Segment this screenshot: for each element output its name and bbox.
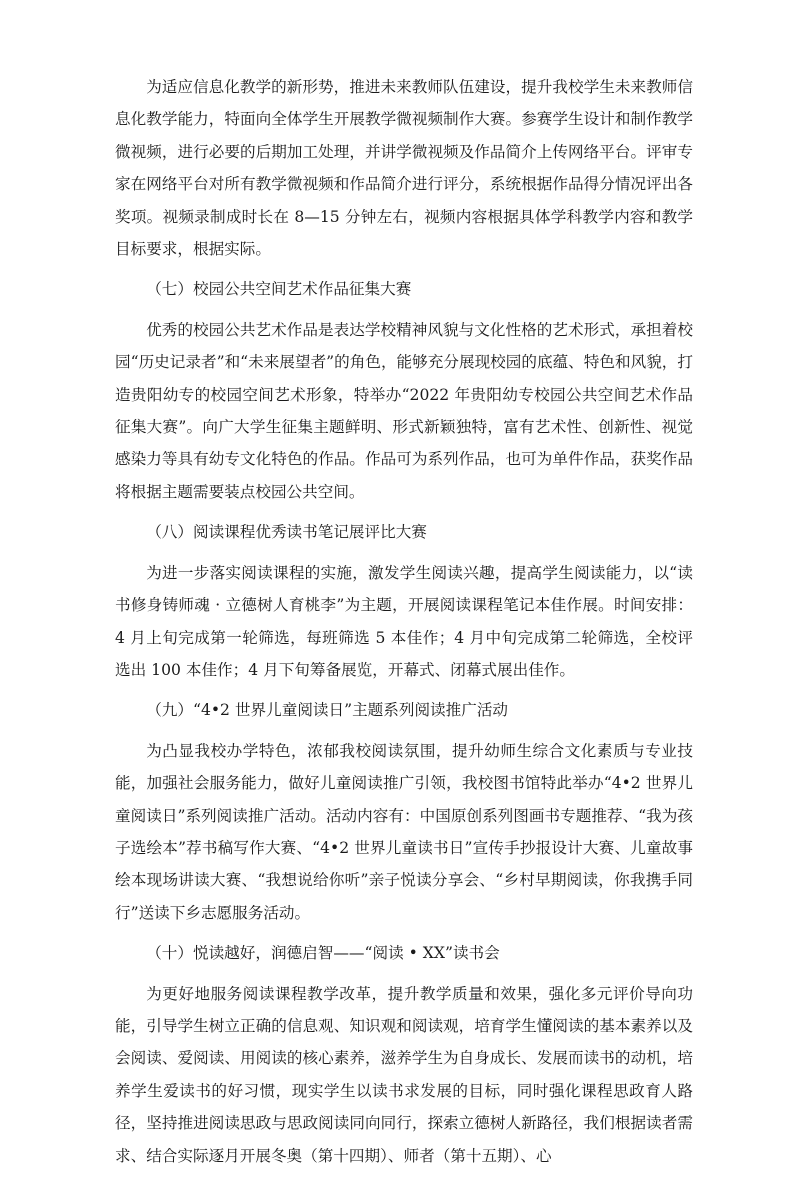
paragraph-reading-club: 为更好地服务阅读课程教学改革，提升教学质量和效果，强化多元评价导向功能，引导学生树立正确的信息观、知识观和阅读观，培育学生懂阅读的基本素养以及会阅读、爱阅读、用阅读的核心素养，滋养学生为自身成长、发展而读书的动机，培养学生爱读书的好习惯，现实学生以读书求发展的目标，同时强化课程思政育人路径，坚持推进阅读思政与思政阅读同向同行，探索立德树人新路径，我们根据读者需求、结合实际逐月开展冬奥（第十四期）、师者（第十五期）、心 <box>115 984 693 1165</box>
section-heading-8: （八）阅读课程优秀读书笔记展评比大赛 <box>146 523 427 542</box>
section-heading-9: （九）“4•2 世界儿童阅读日”主题系列阅读推广活动 <box>146 701 509 720</box>
section-heading-7: （七）校园公共空间艺术作品征集大赛 <box>146 280 412 299</box>
paragraph-childrens-reading-day: 为凸显我校办学特色，浓郁我校阅读氛围，提升幼师生综合文化素质与专业技能，加强社会服务能力，做好儿童阅读推广引领，我校图书馆特此举办“4•2 世界儿童阅读日”系列阅读推广活动。活动内容有：中国原创系列图画书专题推荐、“我为孩子选绘本”荐书稿写作大赛、“4•2 世界儿童读书日”宣传手抄报设计大赛、儿童故事绘本现场讲读大赛、“我想说给你听”亲子悦读分享会、“乡村早期阅读，你我携手同行”送读下乡志愿服务活动。 <box>115 741 693 922</box>
paragraph-micro-video-contest: 为适应信息化教学的新形势，推进未来教师队伍建设，提升我校学生未来教师信息化教学能力，特面向全体学生开展教学微视频制作大赛。参赛学生设计和制作教学微视频，进行必要的后期加工处理，并讲学微视频及作品简介上传网络平台。评审专家在网络平台对所有教学微视频和作品简介进行评分，系统根据作品得分情况评出各奖项。视频录制成时长在 8—15 分钟左右，视频内容根据具体学科教学内容和教学目标要求，根据实际。 <box>115 78 693 259</box>
paragraph-public-art-contest: 优秀的校园公共艺术作品是表达学校精神风貌与文化性格的艺术形式，承担着校园“历史记录者”和“未来展望者”的角色，能够充分展现校园的底蕴、特色和风貌，打造贵阳幼专的校园空间艺术形象，特举办“2022 年贵阳幼专校园公共空间艺术作品征集大赛”。向广大学生征集主题鲜明、形式新颖独特，富有艺术性、创新性、视觉感染力等具有幼专文化特色的作品。作品可为系列作品，也可为单件作品，获奖作品将根据主题需要装点校园公共空间。 <box>115 320 693 501</box>
paragraph-reading-notes-contest: 为进一步落实阅读课程的实施，激发学生阅读兴趣，提高学生阅读能力，以“读书修身铸师魂 · 立德树人育桃李”为主题，开展阅读课程笔记本佳作展。时间安排：4 月上旬完成第一轮筛选，每班筛选 5 本佳作；4 月中旬完成第二轮筛选，全校评选出 100 本佳作；4 月下旬筹备展览，开幕式、闭幕式展出佳作。 <box>115 563 693 679</box>
document-body <box>115 71 693 1180</box>
section-heading-10: （十）悦读越好，润德启智——“阅读 • XX”读书会 <box>146 944 500 963</box>
